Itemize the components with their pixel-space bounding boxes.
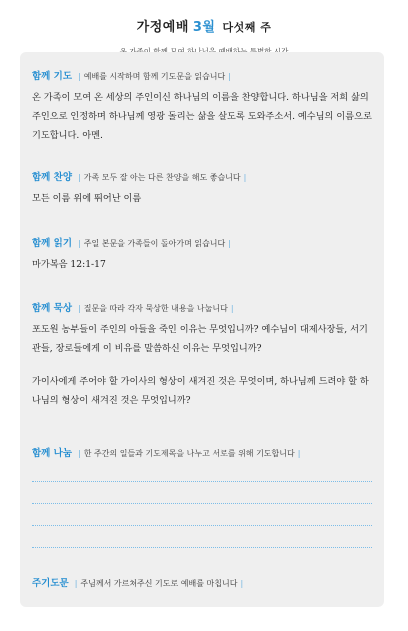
section-header: 함께 기도 | 예배를 시작하며 함께 기도문을 읽습니다 | <box>32 71 231 82</box>
section-note: 한 주간의 일들과 기도제목을 나누고 서로를 위해 기도합니다 <box>83 449 295 458</box>
writing-lines <box>32 481 372 569</box>
meditation-question-2: 가이사에게 주어야 할 가이사의 형상이 새겨진 것은 무엇이며, 하나님께 드려야 할 하나님의 형상이 새겨진 것은 무엇입니까? <box>32 376 369 406</box>
section-title: 함께 기도 <box>32 71 73 82</box>
section-title: 함께 나눔 <box>32 448 73 459</box>
section-header: 함께 읽기 | 주일 본문을 가족들이 돌아가며 읽습니다 | <box>32 238 231 249</box>
writing-line <box>32 503 372 504</box>
praise-song: 모든 이름 위에 뛰어난 이름 <box>32 193 142 204</box>
section-title: 함께 찬양 <box>32 172 73 183</box>
section-note: 가족 모두 잘 아는 다른 찬양을 해도 좋습니다 <box>83 173 241 182</box>
title-month: 3월 <box>192 20 216 35</box>
writing-line <box>32 547 372 548</box>
section-sharing <box>32 445 374 459</box>
reading-passage: 마가복음 12:1-17 <box>32 259 106 270</box>
section-prayer <box>32 68 374 145</box>
section-note: 예배를 시작하며 함께 기도문을 읽습니다 <box>83 72 226 81</box>
section-note: 주일 본문을 가족들이 돌아가며 읽습니다 <box>83 239 226 248</box>
meditation-question-1: 포도원 농부들이 주인의 아들을 죽인 이유는 무엇입니까? 예수님이 대제사장들, 서기관들, 장로들에게 이 비유를 말씀하신 이유는 무엇입니까? <box>32 324 368 354</box>
worship-card <box>20 52 384 607</box>
writing-line <box>32 481 372 482</box>
section-title: 주기도문 <box>32 578 69 589</box>
page-title <box>0 16 408 35</box>
section-note: 주님께서 가르쳐주신 기도로 예배를 마칩니다 <box>80 579 238 588</box>
section-header: 함께 찬양 | 가족 모두 잘 아는 다른 찬양을 해도 좋습니다 | <box>32 172 247 183</box>
section-title: 함께 묵상 <box>32 303 73 314</box>
page-header <box>0 16 408 57</box>
section-lords-prayer <box>32 575 374 589</box>
title-text: 가정예배 <box>136 20 189 35</box>
section-praise <box>32 169 374 208</box>
section-header: 함께 나눔 | 한 주간의 일들과 기도제목을 나누고 서로를 위해 기도합니다 | <box>32 448 301 459</box>
section-note: 질문을 따라 각자 묵상한 내용을 나눕니다 <box>83 304 228 313</box>
section-reading <box>32 235 374 274</box>
section-header: 주기도문 | 주님께서 가르쳐주신 기도로 예배를 마칩니다 | <box>32 578 244 589</box>
section-meditation <box>32 300 374 410</box>
writing-line <box>32 525 372 526</box>
prayer-text: 온 가족이 모여 온 세상의 주인이신 하나님의 이름을 찬양합니다. 하나님을 저희 삶의 주인으로 인정하며 하나님께 영광 돌리는 삶을 살도록 도와주소서. 예수님의 이름으로 기도합니다. 아멘. <box>32 92 372 141</box>
section-header: 함께 묵상 | 질문을 따라 각자 묵상한 내용을 나눕니다 | <box>32 303 234 314</box>
title-week: 다섯째 주 <box>222 21 272 34</box>
section-title: 함께 읽기 <box>32 238 73 249</box>
